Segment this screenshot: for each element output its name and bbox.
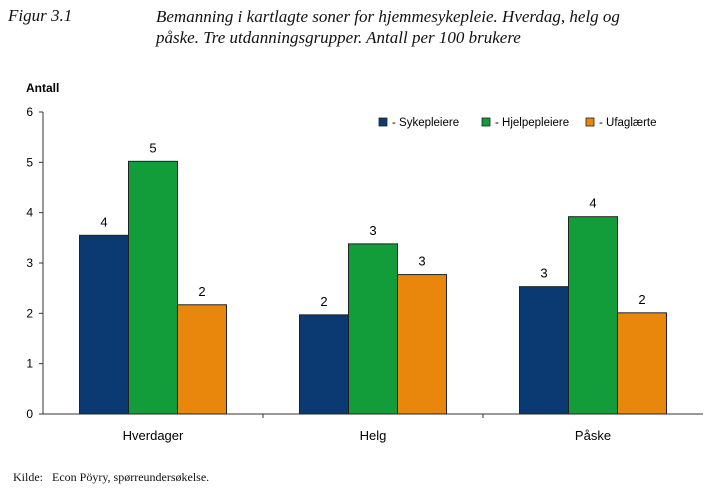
bar (300, 315, 349, 414)
data-label: 4 (589, 195, 597, 211)
legend-label: - Hjelpepleiere (495, 117, 570, 129)
y-axis-label: Antall (26, 81, 60, 95)
bar (80, 235, 129, 414)
legend-label: - Ufaglærte (599, 117, 657, 129)
data-label: 2 (638, 291, 646, 307)
bar (178, 305, 227, 414)
figure-title-line-1: Bemanning i kartlagte soner for hjemmesykepleie. Hverdag, helg og (156, 7, 620, 26)
x-tick-label: Helg (359, 428, 387, 443)
figure-label: Figur 3.1 (8, 6, 73, 25)
y-tick-label: 3 (26, 256, 33, 270)
y-tick-label: 4 (26, 205, 33, 220)
bars (80, 140, 667, 414)
data-label: 3 (418, 253, 426, 269)
bar (129, 161, 178, 414)
figure-source: Kilde: Econ Pöyry, spørreundersøkelse. (13, 470, 210, 484)
bar (398, 275, 447, 414)
x-tick-label: Påske (574, 428, 612, 443)
y-tick-label: 5 (26, 155, 33, 170)
data-label: 2 (320, 293, 328, 309)
y-tick-label: 1 (26, 356, 33, 371)
data-label: 4 (100, 214, 108, 230)
legend-swatch (586, 118, 594, 126)
bar (349, 244, 398, 414)
data-label: 3 (369, 222, 377, 238)
y-tick-label: 0 (26, 407, 33, 421)
y-tick-label: 6 (26, 105, 33, 119)
y-tick-label: 2 (26, 306, 33, 321)
legend-label: - Sykepleiere (392, 117, 460, 129)
bar (569, 217, 618, 414)
bar (618, 313, 667, 414)
figure-title-line-2: påske. Tre utdanningsgrupper. Antall per 100 brukere (156, 28, 521, 47)
bar (520, 287, 569, 414)
data-label: 2 (198, 283, 206, 299)
data-label: 5 (149, 140, 157, 156)
legend-swatch (379, 118, 387, 126)
x-tick-label: Hverdager (122, 428, 184, 443)
legend-swatch (482, 118, 490, 126)
legend (379, 117, 657, 129)
data-label: 3 (540, 265, 548, 281)
